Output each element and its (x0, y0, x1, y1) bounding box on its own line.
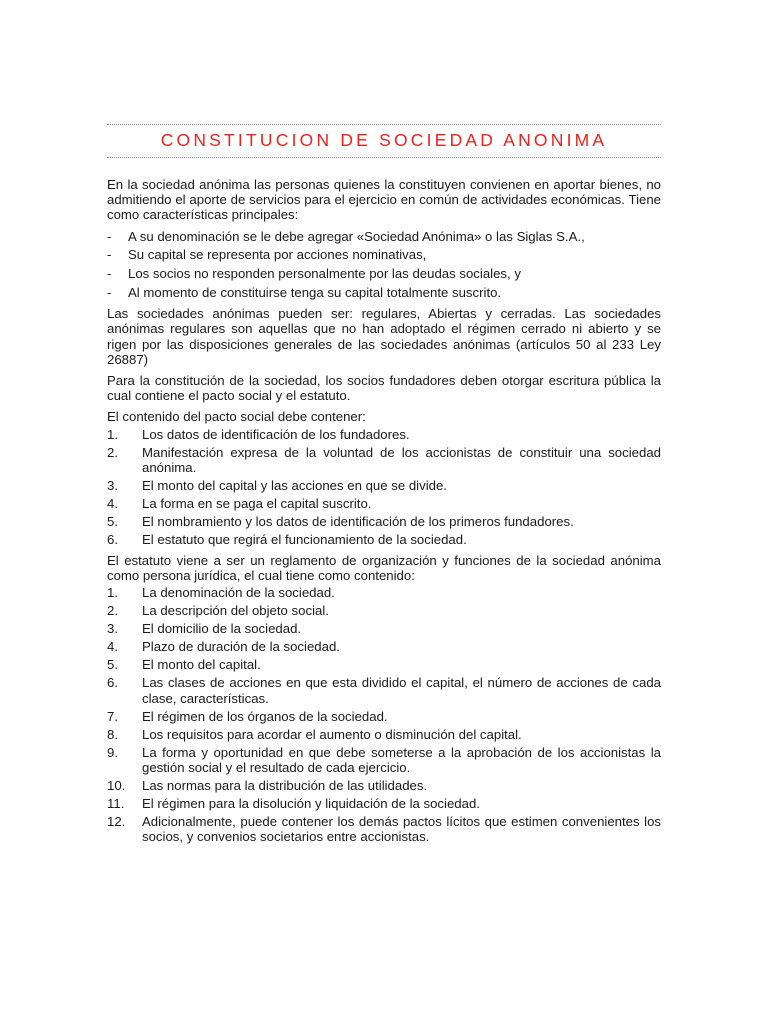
list-item (107, 532, 661, 547)
list-number: 9. (107, 744, 118, 760)
list-item (107, 745, 661, 775)
list-number: 2. (107, 444, 118, 460)
title-block (107, 124, 661, 158)
pact-items-list (107, 427, 661, 547)
list-item (107, 675, 661, 705)
list-number: 6. (107, 675, 118, 691)
list-number: 4. (107, 495, 118, 511)
list-item (107, 814, 661, 844)
list-item-text: El monto del capital y las acciones en que se divide. (142, 477, 447, 493)
statute-intro: El estatuto viene a ser un reglamento de organización y funciones de la sociedad anónima como persona jurídica, el cual tiene como contenido: (107, 553, 661, 584)
pact-intro: El contenido del pacto social debe contener: (107, 409, 366, 425)
list-number: 5. (107, 513, 118, 529)
statute-items-list (107, 585, 661, 844)
list-item (107, 229, 661, 244)
list-item-text: La forma y oportunidad en que debe someterse a la aprobación de los accionistas la gestión social y el resultado de cada ejercicio. (142, 744, 661, 775)
list-item-text: El estatuto que regirá el funcionamiento de la sociedad. (142, 531, 467, 547)
characteristics-list (107, 229, 661, 301)
list-number: 7. (107, 708, 118, 724)
list-number: 10. (107, 777, 126, 793)
list-item (107, 496, 661, 511)
list-item (107, 445, 661, 475)
list-item-text: Plazo de duración de la sociedad. (142, 639, 340, 655)
list-item (107, 621, 661, 636)
list-number: 1. (107, 426, 118, 442)
list-item (107, 247, 661, 262)
list-item (107, 657, 661, 672)
list-item-text: La denominación de la sociedad. (142, 585, 335, 601)
list-item (107, 603, 661, 618)
list-item (107, 796, 661, 811)
list-marker: - (107, 285, 112, 300)
list-item (107, 727, 661, 742)
list-item (107, 514, 661, 529)
list-marker: - (107, 266, 112, 282)
list-number: 3. (107, 477, 118, 493)
list-item-text: Las clases de acciones en que esta dividido el capital, el número de acciones de cada clase, características. (142, 675, 661, 706)
intro-paragraph: En la sociedad anónima las personas quienes la constituyen convienen en aportar bienes, no admitiendo el aporte de servicios para el ejercicio en común de actividades económicas. Tiene como características principales: (107, 177, 661, 223)
list-item-text: Los requisitos para acordar el aumento o disminución del capital. (142, 726, 522, 742)
list-item-text: La forma en se paga el capital suscrito. (142, 495, 372, 511)
list-item-text: El nombramiento y los datos de identificación de los primeros fundadores. (142, 513, 574, 529)
list-number: 11. (107, 795, 125, 811)
list-number: 5. (107, 657, 118, 673)
list-item-text: Adicionalmente, puede contener los demás pactos lícitos que estimen convenientes los socios, y convenios societarios entre accionistas. (142, 813, 661, 845)
list-item-text: Manifestación expresa de la voluntad de los accionistas de constituir una sociedad anónima. (142, 444, 661, 475)
list-number: 8. (107, 726, 118, 742)
list-item-text: El régimen para la disolución y liquidación de la sociedad. (142, 795, 480, 811)
list-item-text: Los datos de identificación de los fundadores. (142, 426, 410, 442)
list-item (107, 639, 661, 654)
list-number: 6. (107, 531, 118, 547)
document-title: CONSTITUCION DE SOCIEDAD ANONIMA (160, 130, 608, 151)
list-item-text: Su capital se representa por acciones nominativas, (128, 247, 427, 263)
list-item-text: Los socios no responden personalmente por las deudas sociales, y (128, 266, 521, 282)
list-marker: - (107, 247, 112, 263)
list-item (107, 778, 661, 793)
list-item-text: El monto del capital. (142, 657, 261, 673)
list-number: 3. (107, 621, 118, 637)
list-item-text: El domicilio de la sociedad. (142, 621, 302, 637)
document-page (107, 124, 661, 850)
list-item-text: La descripción del objeto social. (142, 603, 329, 619)
list-item-text: El régimen de los órganos de la sociedad. (142, 708, 388, 724)
list-marker: - (107, 228, 112, 244)
constitution-paragraph: Para la constitución de la sociedad, los socios fundadores deben otorgar escritura pública la cual contiene el pacto social y el estatuto. (107, 373, 661, 404)
list-number: 4. (107, 639, 118, 655)
list-item (107, 285, 661, 300)
list-item (107, 478, 661, 493)
list-item-text: A su denominación se le debe agregar «Sociedad Anónima» o las Siglas S.A., (128, 228, 585, 244)
list-item (107, 709, 661, 724)
list-number: 12. (107, 813, 126, 829)
list-number: 1. (107, 585, 118, 601)
list-item (107, 427, 661, 442)
list-number: 2. (107, 603, 118, 619)
types-paragraph: Las sociedades anónimas pueden ser: regulares, Abiertas y cerradas. Las sociedades anónimas regulares son aquellas que no han adoptado el régimen cerrado ni abierto y se rigen por las disposiciones generales de las sociedades anónimas (artículos 50 al 233 Ley 26887) (107, 306, 661, 367)
list-item-text: Las normas para la distribución de las utilidades. (142, 777, 428, 793)
list-item (107, 266, 661, 281)
list-item (107, 585, 661, 600)
list-item-text: Al momento de constituirse tenga su capital totalmente suscrito. (128, 285, 502, 300)
